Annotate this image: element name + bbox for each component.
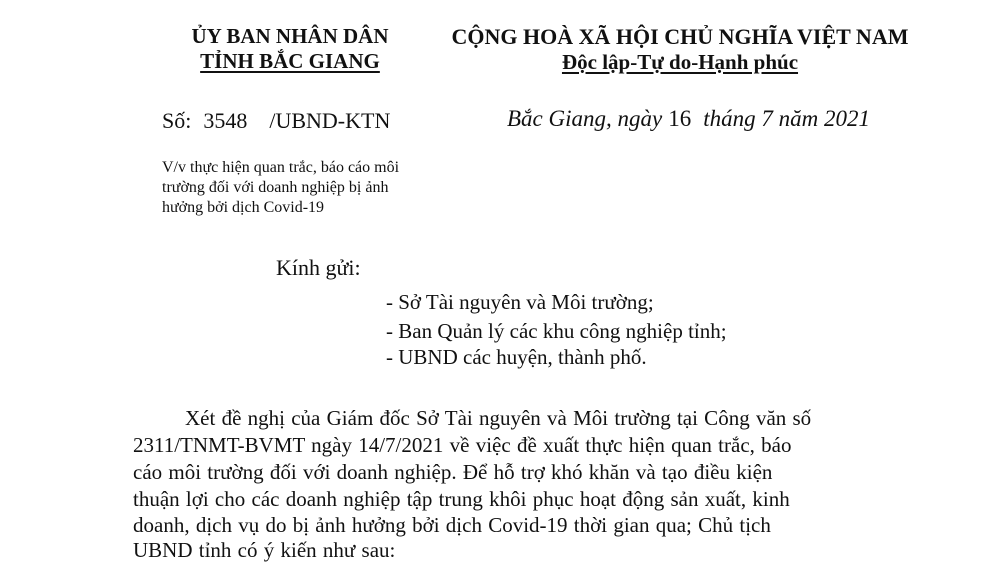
document-number-prefix: Số: (162, 108, 192, 133)
national-title: CỘNG HOÀ XÃ HỘI CHỦ NGHĨA VIỆT NAM (451, 24, 909, 49)
document-number-value: 3548 (203, 108, 248, 133)
body-line: cáo môi trường đối với doanh nghiệp. Để hỗ trợ khó khăn và tạo điều kiện (133, 460, 773, 484)
date-place: Bắc Giang, ngày (507, 106, 663, 131)
date-day: 16 (668, 106, 692, 131)
document-subject (162, 158, 462, 218)
body-line: UBND tỉnh có ý kiến như sau: (133, 538, 396, 562)
document-number (162, 108, 390, 134)
date-month-year: tháng 7 năm 2021 (703, 106, 870, 131)
issuing-organization: ỦY BAN NHÂN DÂN (191, 24, 389, 48)
subject-line: trường đối với doanh nghiệp bị ảnh (162, 179, 389, 196)
subject-line: hưởng bởi dịch Covid-19 (162, 199, 325, 216)
recipient-item: - Ban Quản lý các khu công nghiệp tỉnh; (386, 319, 727, 343)
body-line: Xét đề nghị của Giám đốc Sở Tài nguyên và Môi trường tại Công văn số (185, 406, 812, 430)
issuing-province: TỈNH BẮC GIANG (200, 49, 380, 73)
body-line: 2311/TNMT-BVMT ngày 14/7/2021 về việc đề xuất thực hiện quan trắc, báo (133, 433, 792, 457)
body-line: doanh, dịch vụ do bị ảnh hưởng bởi dịch Covid-19 thời gian qua; Chủ tịch (133, 513, 771, 537)
issue-date (507, 106, 870, 132)
recipient-item: - UBND các huyện, thành phố. (386, 345, 647, 369)
subject-line: V/v thực hiện quan trắc, báo cáo môi (162, 159, 400, 176)
recipient-item: - Sở Tài nguyên và Môi trường; (386, 290, 654, 314)
document-number-suffix: /UBND-KTN (269, 108, 391, 133)
body-line: thuận lợi cho các doanh nghiệp tập trung khôi phục hoạt động sản xuất, kinh (133, 487, 790, 511)
national-motto: Độc lập-Tự do-Hạnh phúc (561, 50, 799, 74)
greeting: Kính gửi: (276, 255, 361, 280)
